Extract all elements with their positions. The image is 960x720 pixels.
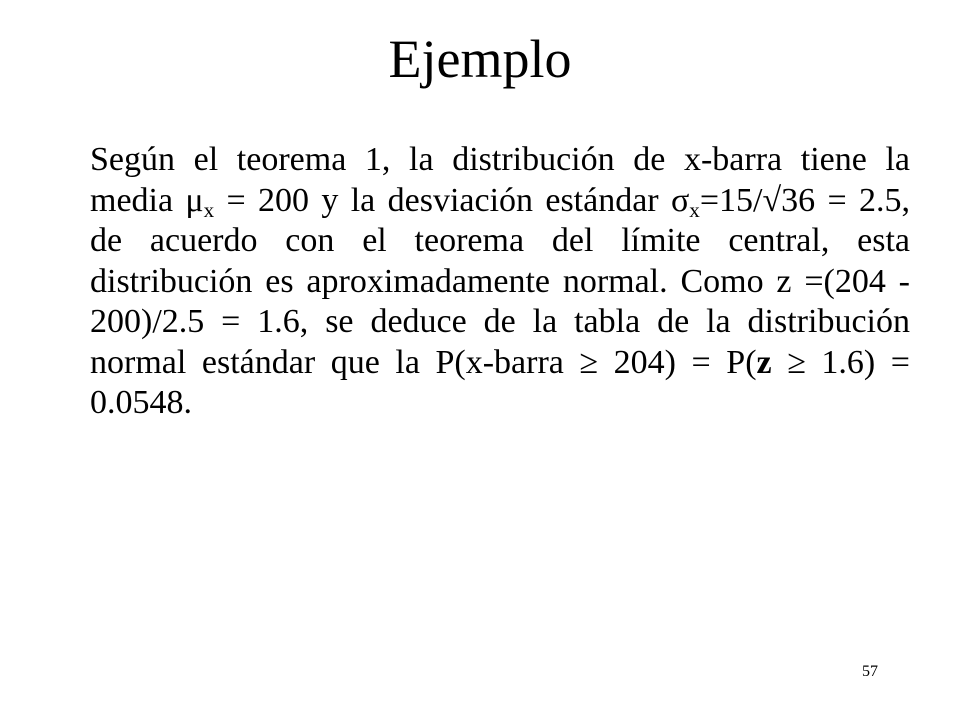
sigma-subscript: x — [689, 197, 700, 222]
example-paragraph — [90, 140, 910, 424]
page-number: 57 — [862, 663, 878, 680]
paragraph-text-4: ≥ 1.6) = 0.0548. — [90, 343, 910, 421]
mu-subscript: x — [203, 197, 215, 222]
bold-z: z — [756, 343, 772, 381]
paragraph-text-2: = 200 y la desviación estándar σ — [214, 181, 690, 219]
paragraph-text-1: Según el teorema 1, la distribución de x-barra tiene la media μ — [90, 141, 910, 219]
slide-title: Ejemplo — [388, 29, 572, 89]
paragraph-text-3: =15/√36 = 2.5, de acuerdo con el teorema del límite central, esta distribución es aproximadamente normal. Como z =(204 - 200)/2.5 = 1.6, se deduce de la tabla de la distribución normal estándar que la P(x-barra ≥ 204) = P( — [90, 181, 910, 381]
